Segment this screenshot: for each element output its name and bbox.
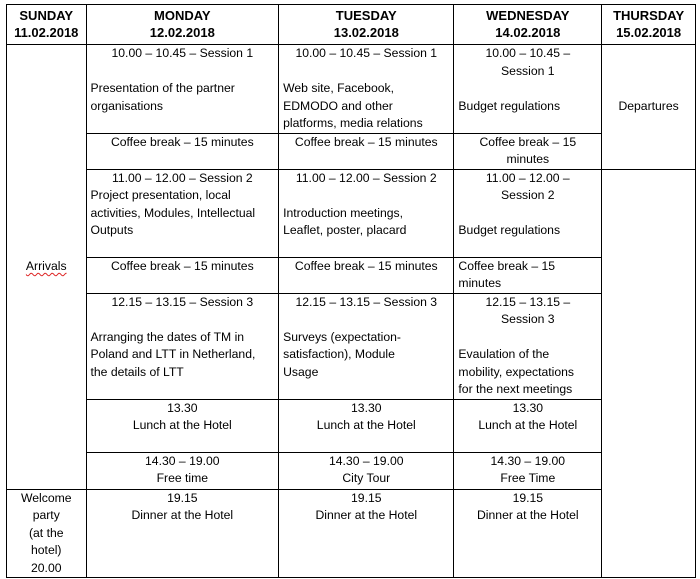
day-date: 12.02.2018 bbox=[149, 25, 215, 40]
day-name: MONDAY bbox=[154, 8, 211, 23]
afternoon-tuesday bbox=[279, 452, 454, 489]
coffee-label: minutes bbox=[458, 276, 502, 290]
coffee-label: Coffee break – 15 bbox=[458, 258, 556, 273]
coffee1-monday bbox=[86, 133, 279, 169]
coffee1-row bbox=[7, 133, 696, 169]
coffee2-row bbox=[7, 257, 696, 293]
coffee-label: Coffee break – 15 minutes bbox=[294, 258, 438, 273]
afternoon-wednesday bbox=[454, 452, 602, 489]
dinner-wednesday bbox=[454, 489, 602, 578]
dinner-label: Dinner at the Hotel bbox=[131, 508, 234, 522]
session-time: Session 3 bbox=[501, 312, 555, 326]
coffee1-tuesday bbox=[279, 133, 454, 169]
coffee-label: Coffee break – 15 bbox=[479, 134, 577, 149]
welcome-line: (at the bbox=[28, 525, 64, 540]
session3-wednesday bbox=[454, 293, 602, 399]
afternoon-label: Free Time bbox=[500, 471, 556, 485]
arrivals-label: Arrivals bbox=[25, 259, 67, 273]
session-time: 10.00 – 10.45 – Session 1 bbox=[111, 46, 254, 60]
session-desc-line: Presentation of the partner bbox=[90, 81, 235, 95]
session-desc-line: Introduction meetings, bbox=[283, 205, 404, 220]
header-row bbox=[7, 5, 696, 45]
dinner-monday bbox=[86, 489, 279, 578]
session-time: 12.15 – 13.15 – bbox=[485, 294, 571, 309]
session-desc-line: satisfaction), Module bbox=[283, 347, 395, 361]
session2-tuesday bbox=[279, 169, 454, 257]
session-desc-line: Leaflet, poster, placard bbox=[283, 223, 407, 237]
session-desc-line: Web site, Facebook, bbox=[283, 81, 394, 95]
session1-wednesday bbox=[454, 45, 602, 134]
header-tuesday bbox=[279, 5, 454, 45]
coffee1-wednesday bbox=[454, 133, 602, 169]
day-name: WEDNESDAY bbox=[486, 8, 570, 23]
session-time: 12.15 – 13.15 – Session 3 bbox=[295, 294, 438, 309]
afternoon-monday bbox=[86, 452, 279, 489]
day-name: SUNDAY bbox=[19, 8, 74, 23]
lunch-time: 13.30 bbox=[351, 400, 382, 415]
departures-label: Departures bbox=[618, 99, 679, 113]
afternoon-time: 14.30 – 19.00 bbox=[328, 453, 404, 468]
lunch-time: 13.30 bbox=[167, 400, 198, 415]
afternoon-label: City Tour bbox=[342, 471, 391, 485]
session-time: 10.00 – 10.45 – Session 1 bbox=[295, 46, 438, 60]
lunch-label: Lunch at the Hotel bbox=[478, 418, 578, 432]
dinner-time: 19.15 bbox=[351, 490, 382, 505]
welcome-line: party bbox=[32, 508, 60, 522]
day-date: 11.02.2018 bbox=[14, 25, 79, 40]
afternoon-time: 14.30 – 19.00 bbox=[490, 453, 566, 468]
session-desc-line: Budget regulations bbox=[458, 98, 561, 113]
dinner-time: 19.15 bbox=[512, 490, 544, 505]
dinner-tuesday bbox=[279, 489, 454, 578]
session-desc-line: for the next meetings bbox=[458, 382, 573, 396]
welcome-line: hotel) bbox=[31, 543, 62, 557]
thursday-empty-cell bbox=[602, 169, 696, 578]
session-desc-line: Usage bbox=[283, 364, 319, 379]
arrivals-cell bbox=[7, 45, 87, 490]
header-sunday bbox=[7, 5, 87, 45]
session3-monday bbox=[86, 293, 279, 399]
session-desc-line: mobility, expectations bbox=[458, 364, 575, 379]
session-desc-line: the details of LTT bbox=[90, 364, 184, 379]
coffee-label: minutes bbox=[506, 152, 550, 166]
session-time: 11.00 – 12.00 – Session 2 bbox=[111, 170, 253, 185]
day-name: TUESDAY bbox=[335, 8, 397, 23]
session-desc-line: Evaulation of the bbox=[458, 347, 550, 361]
day-name: THURSDAY bbox=[613, 8, 685, 23]
welcome-cell bbox=[7, 489, 87, 578]
welcome-line: 20.00 bbox=[31, 560, 62, 575]
dinner-row bbox=[7, 489, 696, 578]
session-time: 11.00 – 12.00 – Session 2 bbox=[295, 170, 437, 185]
dinner-label: Dinner at the Hotel bbox=[477, 508, 579, 522]
session1-tuesday bbox=[279, 45, 454, 134]
coffee-label: Coffee break – 15 minutes bbox=[294, 134, 438, 149]
session-time: Session 2 bbox=[501, 188, 555, 202]
lunch-label: Lunch at the Hotel bbox=[316, 418, 416, 432]
session-desc-line: Project presentation, local bbox=[90, 188, 231, 202]
session2-monday bbox=[86, 169, 279, 257]
session-time: 10.00 – 10.45 – bbox=[485, 46, 571, 60]
departures-cell bbox=[602, 45, 696, 170]
coffee-label: Coffee break – 15 minutes bbox=[110, 134, 254, 149]
lunch-time: 13.30 bbox=[512, 400, 544, 415]
session-desc-line: Budget regulations bbox=[458, 223, 561, 237]
dinner-time: 19.15 bbox=[167, 490, 198, 505]
welcome-line: Welcome bbox=[20, 490, 72, 505]
session-time: Session 1 bbox=[501, 63, 555, 78]
coffee2-wednesday bbox=[454, 257, 602, 293]
day-date: 13.02.2018 bbox=[333, 25, 399, 40]
session2-wednesday bbox=[454, 169, 602, 257]
session3-tuesday bbox=[279, 293, 454, 399]
day-date: 15.02.2018 bbox=[616, 25, 682, 40]
session3-row bbox=[7, 293, 696, 399]
session1-monday bbox=[86, 45, 279, 134]
session-desc-line: Arranging the dates of TM in bbox=[90, 329, 245, 344]
session2-row bbox=[7, 169, 696, 257]
session1-row bbox=[7, 45, 696, 134]
header-monday bbox=[86, 5, 279, 45]
session-desc-line: Poland and LTT in Netherland, bbox=[90, 347, 256, 361]
session-desc-line: Outputs bbox=[90, 223, 134, 237]
lunch-label: Lunch at the Hotel bbox=[132, 418, 232, 432]
session-desc-line: platforms, media relations bbox=[283, 116, 423, 130]
lunch-wednesday bbox=[454, 399, 602, 452]
day-date: 14.02.2018 bbox=[495, 25, 561, 40]
dinner-label: Dinner at the Hotel bbox=[315, 508, 418, 522]
header-thursday bbox=[602, 5, 696, 45]
afternoon-row bbox=[7, 452, 696, 489]
coffee-label: Coffee break – 15 minutes bbox=[110, 258, 254, 273]
coffee2-tuesday bbox=[279, 257, 454, 293]
lunch-monday bbox=[86, 399, 279, 452]
session-desc-line: EDMODO and other bbox=[283, 98, 393, 113]
session-desc-line: activities, Modules, Intellectual bbox=[90, 205, 256, 220]
session-time: 11.00 – 12.00 – bbox=[485, 170, 570, 185]
session-time: 12.15 – 13.15 – Session 3 bbox=[111, 294, 254, 309]
header-wednesday bbox=[454, 5, 602, 45]
afternoon-label: Free time bbox=[156, 471, 209, 485]
lunch-row bbox=[7, 399, 696, 452]
coffee2-monday bbox=[86, 257, 279, 293]
lunch-tuesday bbox=[279, 399, 454, 452]
session-desc-line: organisations bbox=[90, 98, 163, 113]
afternoon-time: 14.30 – 19.00 bbox=[145, 453, 220, 468]
schedule-table bbox=[6, 4, 696, 578]
session-desc-line: Surveys (expectation- bbox=[283, 329, 401, 344]
